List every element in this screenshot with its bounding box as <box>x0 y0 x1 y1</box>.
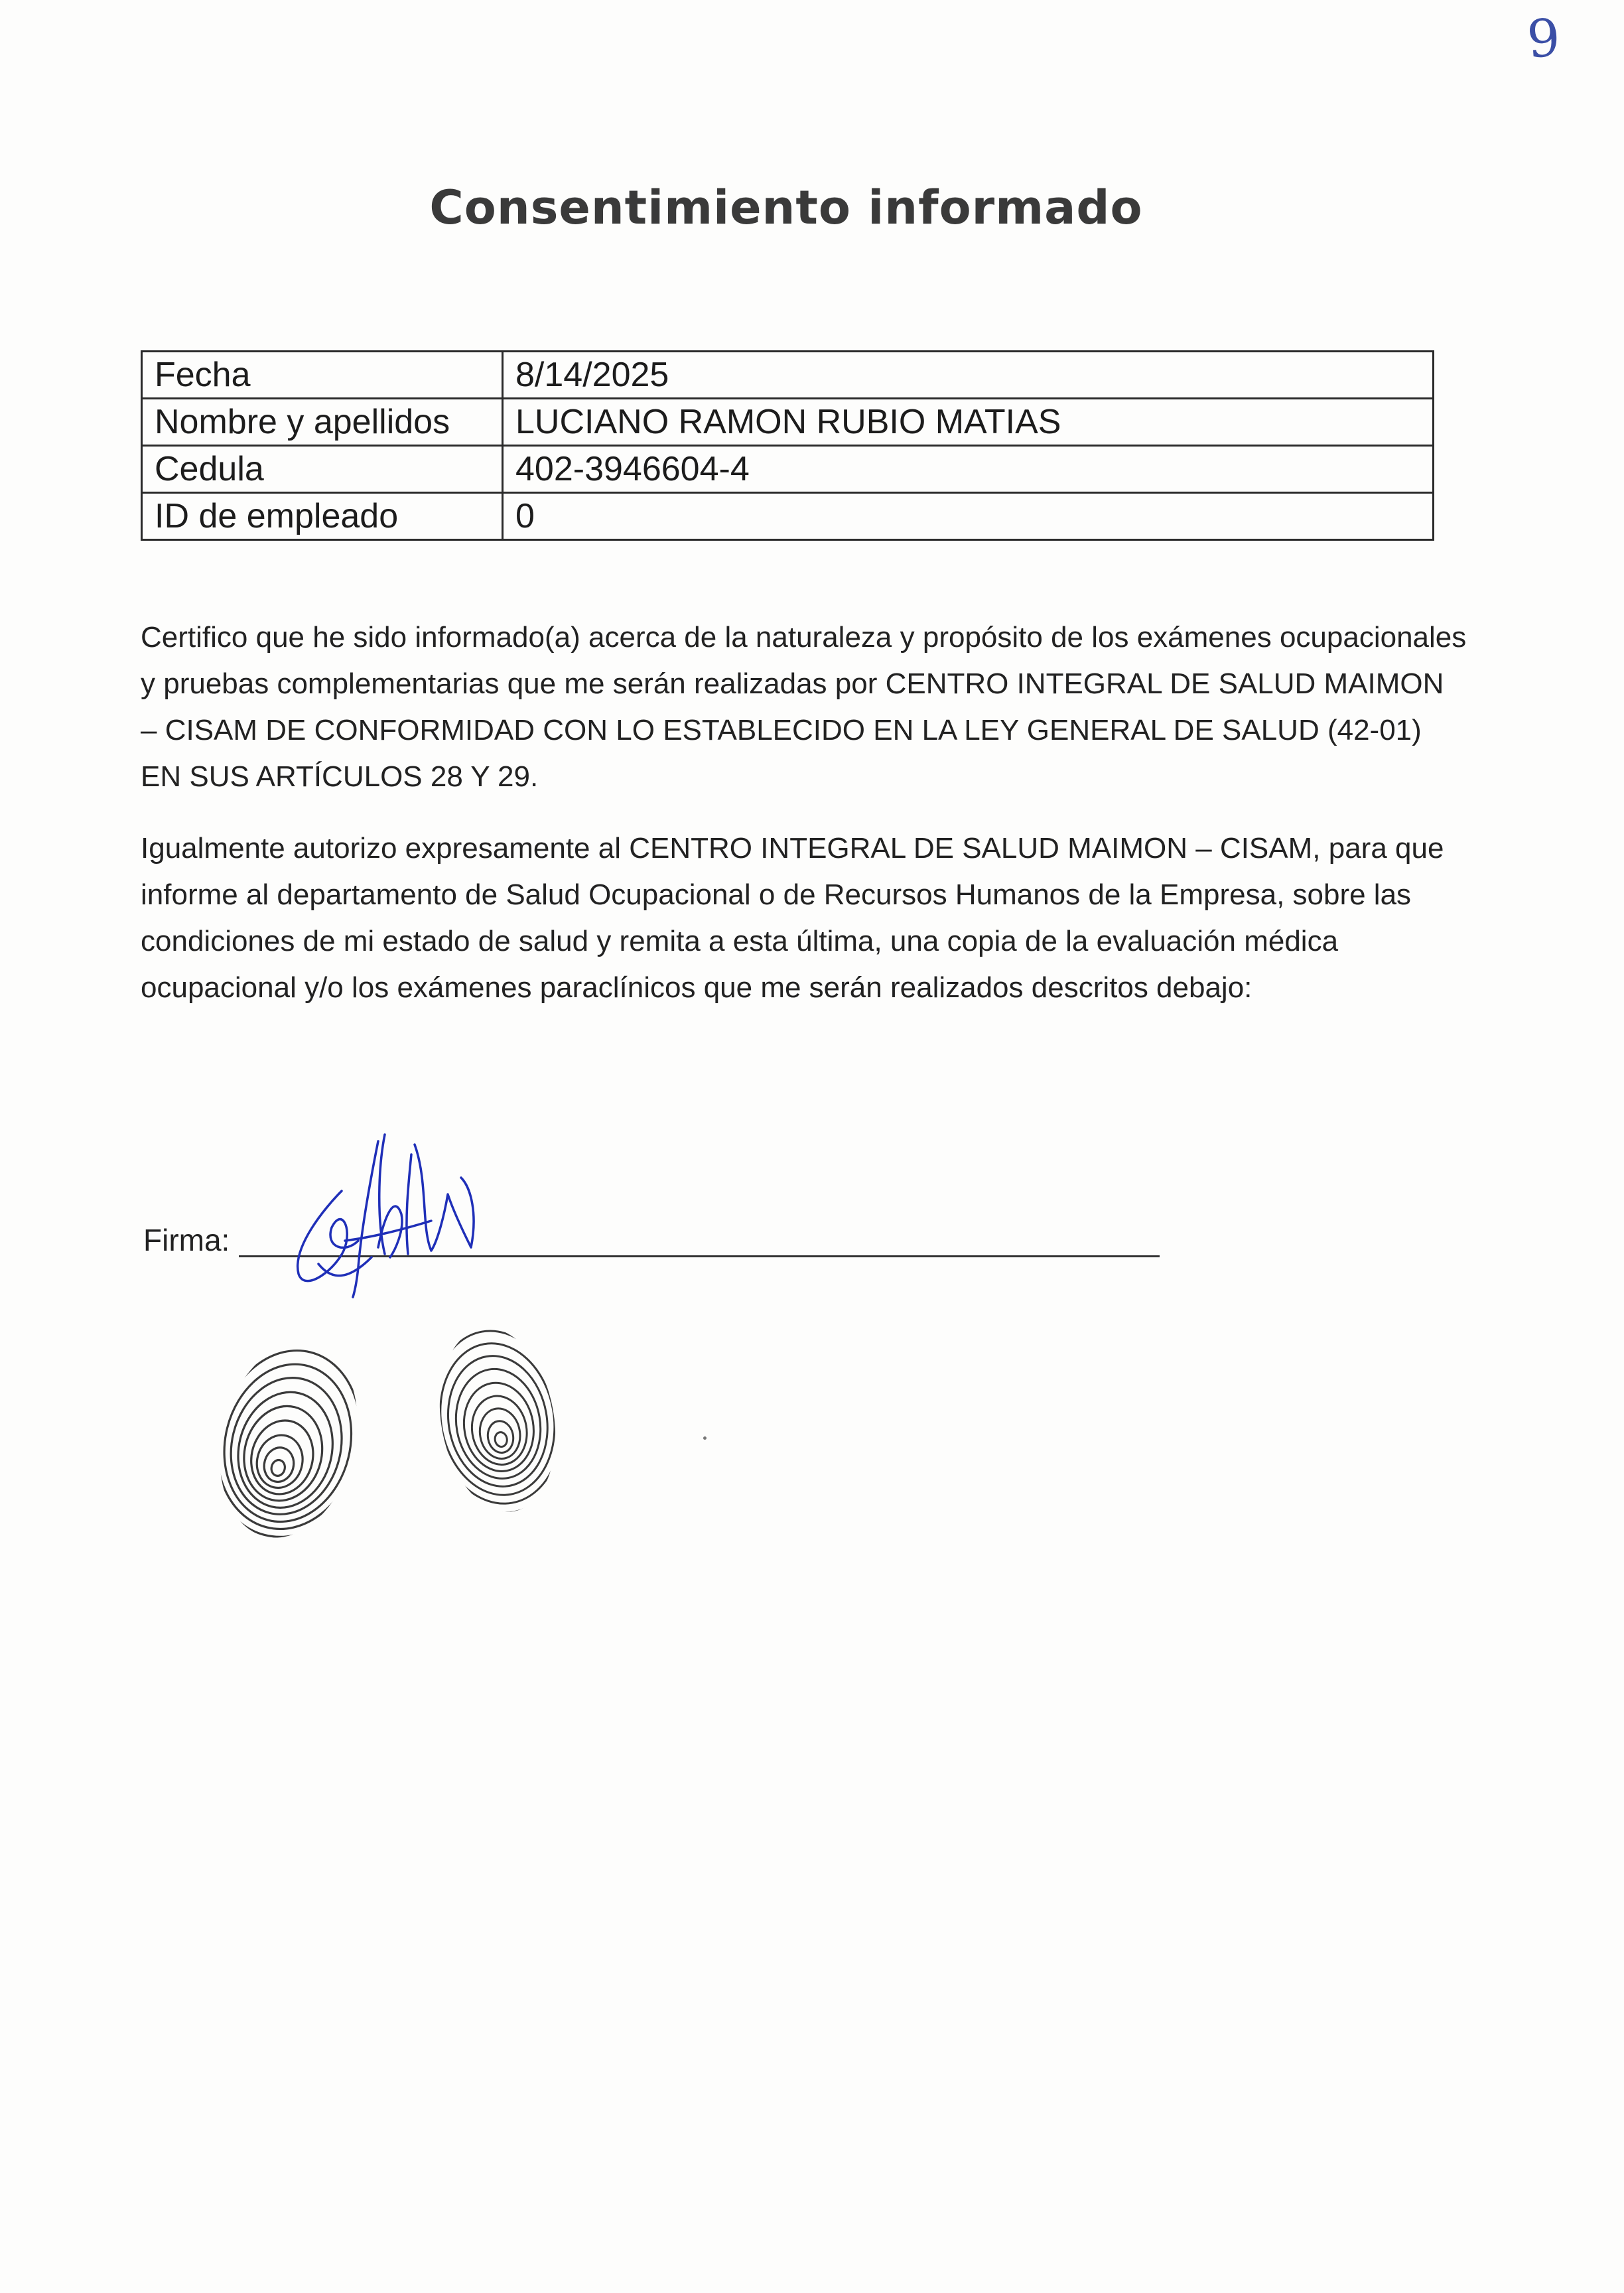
table-cell-label: Cedula <box>142 446 503 493</box>
handwritten-signature <box>279 1115 491 1300</box>
right-thumbprint-image <box>431 1320 564 1519</box>
signature-label: Firma: <box>143 1223 230 1257</box>
table-cell-value: 402-3946604-4 <box>503 446 1434 493</box>
handwritten-page-number: 9 <box>1524 8 1562 70</box>
table-row <box>142 352 1434 399</box>
scan-speck <box>703 1436 707 1440</box>
table-cell-value: LUCIANO RAMON RUBIO MATIAS <box>503 399 1434 446</box>
table-cell-value: 0 <box>503 493 1434 540</box>
consent-paragraph-2: Igualmente autorizo expresamente al CENTRO INTEGRAL DE SALUD MAIMON – CISAM, para que informe al departamento de Salud Ocupacional o de Recursos Humanos de la Empresa, sobre las condiciones de mi estado de salud y remita a esta última, una copia de la evaluación médica ocupacional y/o los exámenes paraclínicos que me serán realizados descritos debajo: <box>141 832 1444 1004</box>
table-cell-label: Fecha <box>142 352 503 399</box>
table-row <box>142 493 1434 540</box>
table-cell-label: ID de empleado <box>142 493 503 540</box>
consent-paragraph-1: Certifico que he sido informado(a) acerca de la naturaleza y propósito de los exámenes ocupacionales y pruebas complementarias que me serán realizadas por CENTRO INTEGRAL DE SALUD MAIMON – CISAM DE CONFORMIDAD CON LO ESTABLECIDO EN LA LEY GENERAL DE SALUD (42-01) EN SUS ARTÍCULOS 28 Y 29. <box>141 621 1467 793</box>
patient-info-table <box>141 350 1434 541</box>
table-row <box>142 399 1434 446</box>
table-cell-value: 8/14/2025 <box>503 352 1434 399</box>
left-thumbprint-image <box>212 1334 365 1546</box>
table-row <box>142 446 1434 493</box>
page-title: Consentimiento informado <box>429 180 1143 235</box>
table-cell-label: Nombre y apellidos <box>142 399 503 446</box>
